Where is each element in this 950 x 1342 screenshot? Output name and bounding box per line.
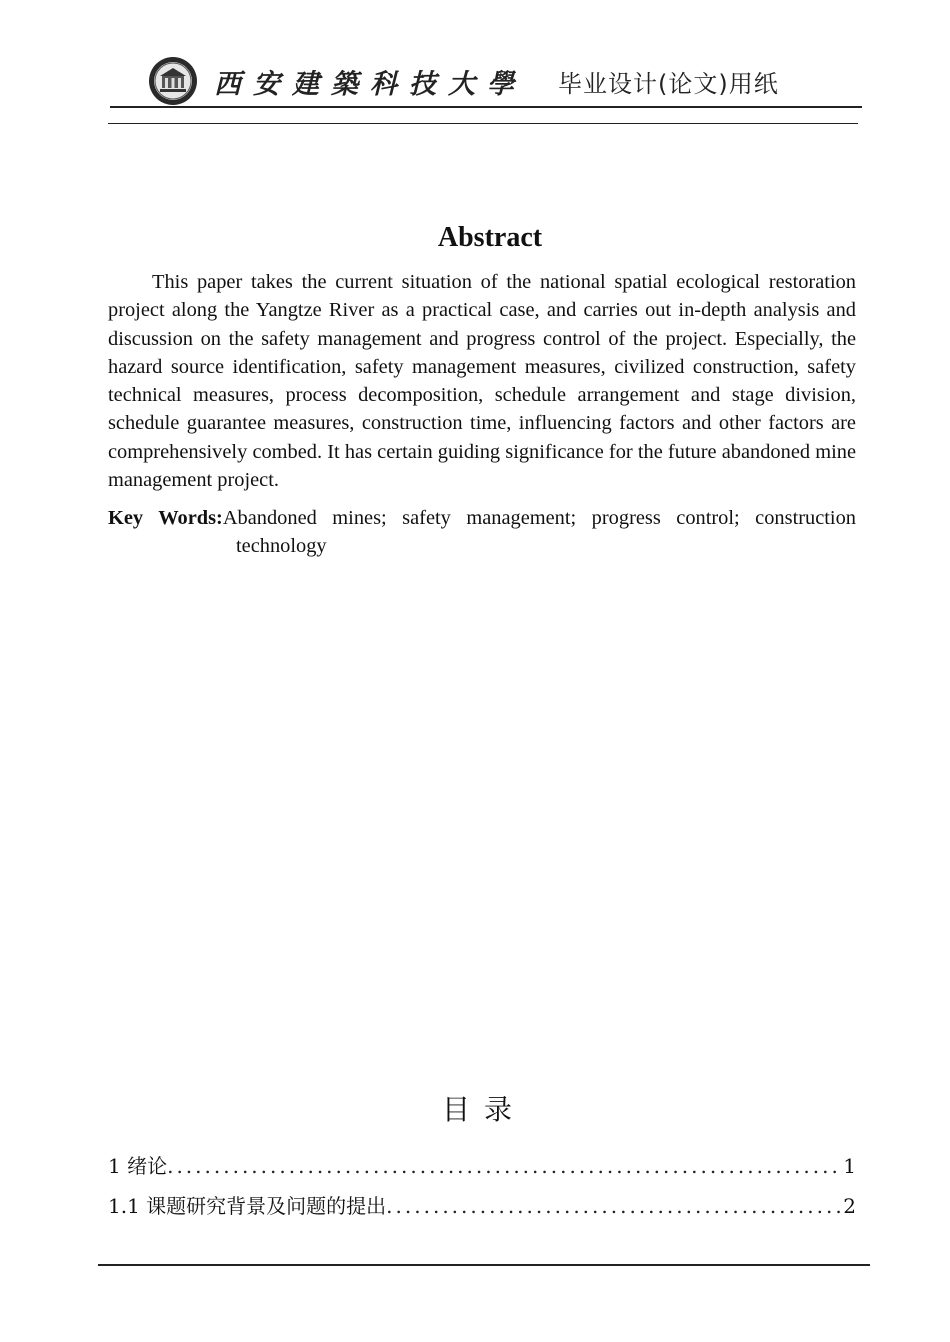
toc-entry-page: 1: [843, 1154, 856, 1178]
abstract-body: This paper takes the current situation of the national spatial ecological restoration project along the Yangtze River as a practical case, and carries out in-depth analysis and discussion on the safety management and progress control of the project. Especially, the hazard source identification, safety management measures, civilized construction, safety technical measures, process decomposition, schedule arrangement and stage division, schedule guarantee measures, construction time, influencing factors and other factors are comprehensively combed. It has certain guiding significance for the future abandoned mine management project.: [108, 271, 856, 492]
keywords-text: Abandoned mines; safety management; progress control; construction technology: [222, 507, 856, 558]
toc-entry[interactable]: [108, 1190, 856, 1218]
paper-type-label: 毕业设计(论文)用纸: [558, 70, 779, 98]
abstract-title: Abstract: [437, 222, 543, 253]
footer-rule: [98, 1264, 870, 1266]
toc-entry-page: 2: [843, 1194, 856, 1218]
university-seal-icon: [148, 56, 198, 106]
keywords-label: Key Words:: [108, 507, 223, 529]
toc-leader-dots: [386, 1194, 841, 1218]
school-name: 西安建築科技大學: [214, 69, 526, 100]
header-rule-thick: [110, 106, 862, 108]
header-rule-thin: [108, 123, 858, 124]
toc-title: 目录: [441, 1093, 526, 1126]
page-header: [110, 48, 862, 110]
toc-entry[interactable]: [108, 1150, 856, 1178]
toc-entry-label: 1 绪论: [108, 1154, 168, 1178]
keywords-line: [108, 504, 856, 561]
toc-leader-dots: [167, 1154, 841, 1178]
toc-entry-label: 1.1 课题研究背景及问题的提出: [108, 1194, 387, 1218]
